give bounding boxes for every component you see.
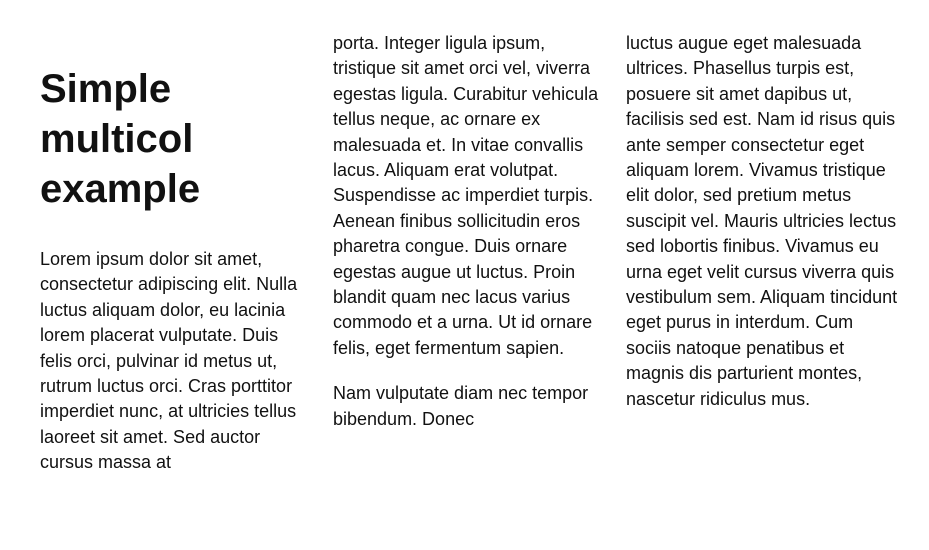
column-3-paragraph: luctus augue eget malesuada ultrices. Phasellus turpis est, posuere sit amet dapibus ut, facilisis sed est. Nam id risus quis ante semper consectetur eget aliquam lorem. Vivamus tristique elit dolor, sed pretium metus suscipit vel. Mauris ultricies lectus sed lobortis finibus. Vivamus eu urna eget velit cursus viverra quis vestibulum sem. Aliquam tincidunt eget purus in interdum. Cum sociis natoque penatibus et magnis dis parturient montes, nascetur ridiculus mus. bbox=[626, 33, 898, 409]
column-2-paragraph: porta. Integer ligula ipsum, tristique sit amet orci vel, viverra egestas ligula. Curabitur vehicula tellus neque, ac ornare ex malesuada et. In vitae convallis lacus. Aliquam erat volutpat. Suspendisse ac imperdiet turpis. Aenean finibus sollicitudin eros pharetra congue. Duis ornare egestas augue ut luctus. Proin blandit quam nec lacus varius commodo et a urna. Ut id ornare felis, eget fermentum sapien. bbox=[333, 33, 599, 358]
column-1 bbox=[40, 0, 312, 476]
column-1-paragraph: Lorem ipsum dolor sit amet, consectetur adipiscing elit. Nulla luctus aliquam dolor, eu lacinia lorem placerat vulputate. Duis felis orci, pulvinar id metus ut, rutrum luctus orci. Cras porttitor imperdiet nunc, at ultricies tellus laoreet sit amet. Sed auctor cursus massa at bbox=[40, 249, 298, 473]
column-2 bbox=[333, 0, 605, 432]
page-title: Simple multicol example bbox=[40, 67, 201, 211]
column-3 bbox=[626, 0, 898, 412]
column-2-paragraph-second: Nam vulputate diam nec tempor bibendum. Donec bbox=[333, 383, 589, 429]
